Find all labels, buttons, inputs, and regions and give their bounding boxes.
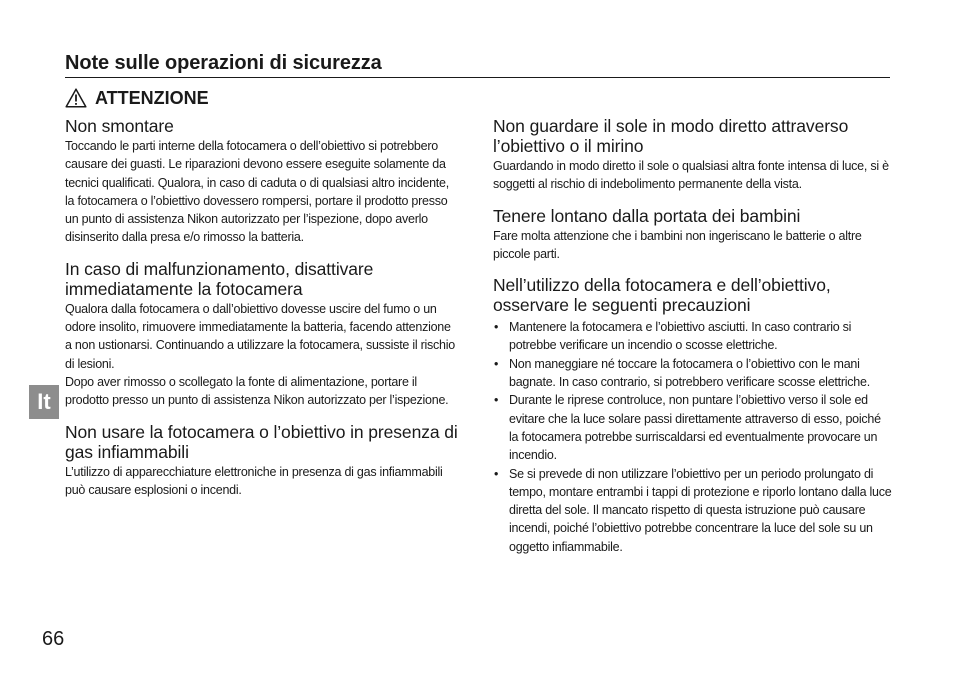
section-heading: In caso di malfunzionamento, disattivare immediatamente la fotocamera bbox=[65, 258, 374, 299]
section-non-smontare bbox=[65, 116, 460, 247]
list-item: • Mantenere la fotocamera e l’obiettivo asciutti. In caso contrario si potrebbe verificare un incendio o scosse elettriche. bbox=[493, 318, 893, 355]
list-item: • Se si prevede di non utilizzare l’obiettivo per un periodo prolungato di tempo, montare entrambi i tappi di protezione e riporlo lontano dalla luce diretta del sole. Il mancato rispetto di questa istruzione può causare incendi, poiché l’obiettivo potrebbe concentrare la luce del sole su un oggetto infiammabile. bbox=[493, 465, 893, 556]
section-non-guardare-sole bbox=[493, 116, 893, 194]
section-text: Guardando in modo diretto il sole o qualsiasi altra fonte intensa di luce, si è soggetti al rischio di indebolimento permanente della vista. bbox=[493, 159, 889, 192]
section-heading: Non usare la fotocamera o l’obiettivo in presenza di gas infiammabili bbox=[65, 421, 458, 462]
section-gas-infiammabili bbox=[65, 422, 460, 500]
section-text: Toccando le parti interne della fotocamera o dell’obiettivo si potrebbero causare dei guasti. Le riparazioni devono essere eseguite solamente da tecnici qualificati. Qualora, in caso di caduta o di qualsiasi altro incidente, la fotocamera o l’obiettivo dovessero rompersi, portare il prodotto presso un punto di assistenza Nikon autorizzato per l’ispezione, dopo averlo disinserito dalla presa e/o rimosso la batteria. bbox=[65, 139, 449, 245]
section-heading: Nell’utilizzo della fotocamera e dell’obiettivo, osservare le seguenti precauzioni bbox=[493, 275, 831, 316]
language-tab: It bbox=[29, 385, 59, 419]
left-column bbox=[65, 116, 460, 499]
title-divider bbox=[65, 77, 890, 78]
section-text: Fare molta attenzione che i bambini non ingeriscano le batterie o altre piccole parti. bbox=[493, 228, 862, 261]
section-text: L’utilizzo di apparecchiature elettroniche in presenza di gas infiammabili può causare esplosioni o incendi. bbox=[65, 464, 443, 497]
warning-header bbox=[65, 87, 209, 109]
page-number: 66 bbox=[42, 628, 65, 650]
warning-triangle-icon bbox=[65, 88, 87, 108]
section-heading: Non guardare il sole in modo diretto attraverso l’obiettivo o il mirino bbox=[493, 116, 849, 156]
section-bambini bbox=[493, 206, 893, 264]
list-item: • Durante le riprese controluce, non puntare l’obiettivo verso il sole ed evitare che la luce solare passi direttamente attraverso di esso, poiché la fotocamera potrebbe surriscaldarsi ed eventualmente provocare un incendio. bbox=[493, 391, 893, 464]
section-text-continued: Dopo aver rimosso o scollegato la fonte di alimentazione, portare il prodotto presso un punto di assistenza Nikon autorizzato per l’ispezione. bbox=[65, 374, 449, 408]
page-title: Note sulle operazioni di sicurezza bbox=[65, 52, 382, 74]
section-text: Qualora dalla fotocamera o dall’obiettivo dovesse uscire del fumo o un odore insolito, rimuovere immediatamente la batteria, facendo attenzione a non ustionarsi. Continuando a utilizzare la fotocamera, sussiste il rischio di lesioni. bbox=[65, 301, 455, 371]
right-column bbox=[493, 116, 893, 556]
list-item: • Non maneggiare né toccare la fotocamera o l’obiettivo con le mani bagnate. In caso contrario, si potrebbero verificare scosse elettriche. bbox=[493, 355, 893, 392]
warning-label: ATTENZIONE bbox=[95, 88, 209, 108]
section-heading: Tenere lontano dalla portata dei bambini bbox=[493, 205, 801, 226]
section-malfunzionamento bbox=[65, 259, 460, 410]
section-heading: Non smontare bbox=[65, 116, 174, 136]
precautions-list bbox=[493, 318, 893, 556]
section-precauzioni bbox=[493, 275, 893, 556]
